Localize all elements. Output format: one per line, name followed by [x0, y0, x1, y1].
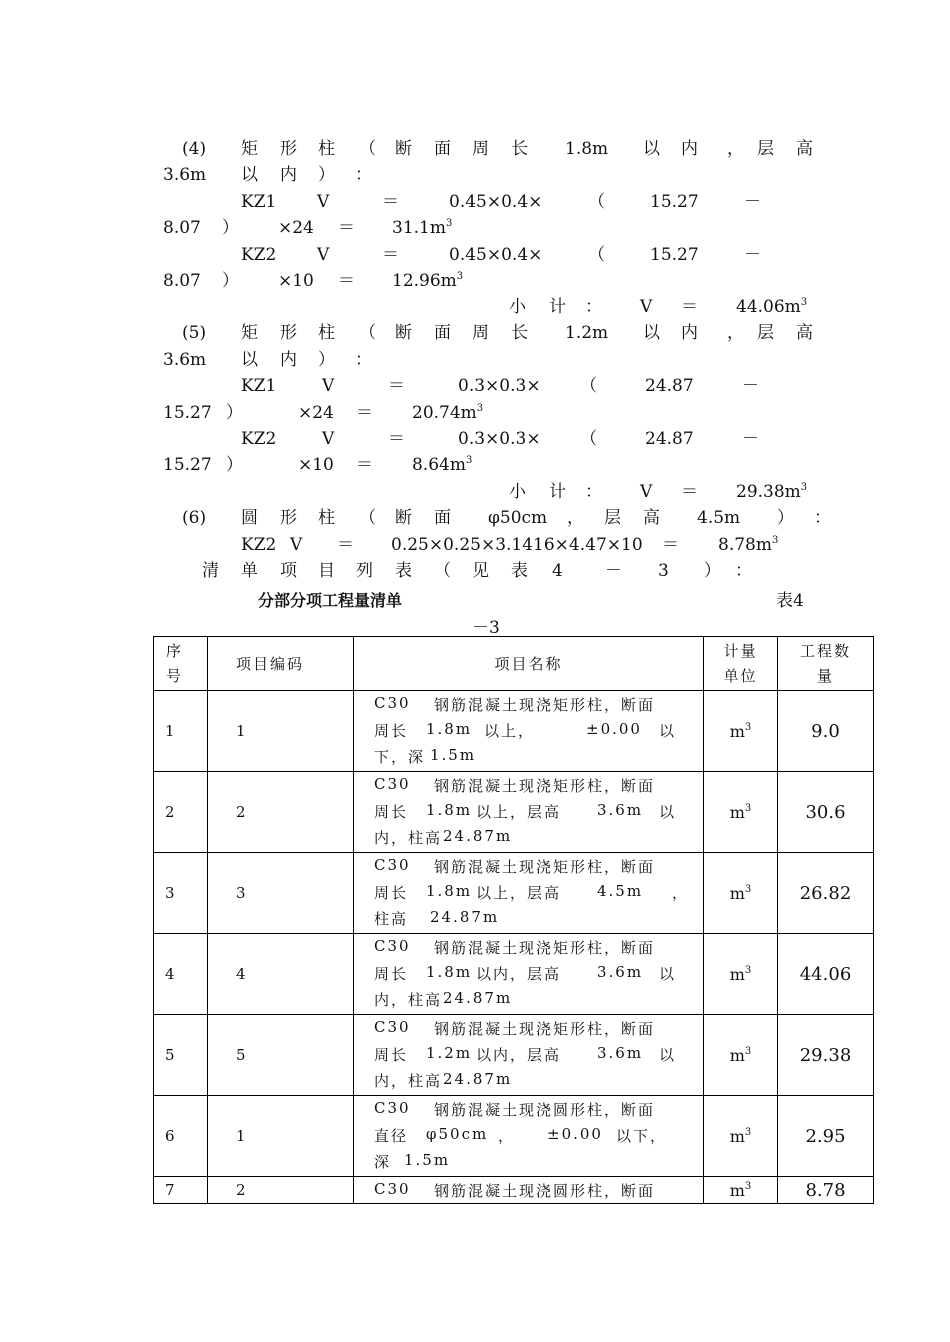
calc-token: 面	[434, 323, 451, 343]
calc-token: 计	[549, 297, 566, 317]
table-header-row	[154, 637, 874, 691]
calc-token: V	[322, 376, 335, 396]
calc-token: 形	[280, 323, 297, 343]
calc-token: ：	[585, 482, 602, 502]
calc-token: 以	[643, 323, 660, 343]
table-row	[154, 772, 874, 853]
row-unit	[704, 853, 778, 934]
row-unit	[704, 1096, 778, 1177]
calc-token: 圆	[241, 508, 258, 528]
row-unit	[704, 1015, 778, 1096]
calc-token: $44.06m^3$	[736, 297, 808, 317]
calc-token: 15.27	[650, 192, 699, 212]
calc-token: ×24	[278, 218, 314, 238]
calc-token: 高	[796, 139, 813, 159]
calc-token: 内	[280, 350, 297, 370]
name-token: ±0.00	[586, 720, 642, 738]
calc-token: $8.78m^3$	[718, 535, 779, 555]
calc-token: （	[580, 429, 597, 449]
calc-token: ＝	[382, 192, 399, 212]
calc-token: 层	[757, 139, 774, 159]
calc-token: ，	[727, 323, 744, 343]
calc-token: 3.6m	[163, 165, 207, 185]
calc-token: －	[744, 192, 761, 212]
calc-token: ＝	[338, 218, 355, 238]
calc-token: ：	[355, 165, 372, 185]
calc-token: 0.3×0.3×	[458, 376, 541, 396]
calc-token: ）	[318, 350, 335, 370]
name-token: 以上，层高	[476, 803, 562, 821]
name-token: 钢筋混凝土现浇矩形柱，断面	[434, 858, 656, 876]
calc-token: 项	[280, 561, 297, 581]
calc-token: 面	[434, 508, 451, 528]
calc-token: 0.3×0.3×	[458, 429, 541, 449]
calc-token: 4	[552, 561, 563, 581]
row-code: 1	[208, 691, 354, 772]
name-token: 1.8m	[426, 801, 473, 819]
row-code: 3	[208, 853, 354, 934]
name-token: 1.8m	[426, 882, 473, 900]
name-token: ，	[498, 1127, 516, 1145]
table-row	[154, 853, 874, 934]
row-name	[354, 691, 704, 772]
row-qty: 26.82	[778, 853, 874, 934]
calc-token: ）	[222, 218, 239, 238]
calc-token: KZ1	[241, 376, 277, 396]
calc-token: ：	[735, 561, 752, 581]
calc-token: (5)	[182, 323, 207, 343]
row-unit	[704, 934, 778, 1015]
name-token: ，	[672, 884, 690, 902]
calc-token: 矩	[241, 323, 258, 343]
calc-token: $8.64m^3$	[412, 455, 473, 475]
name-token: 以内，层高	[476, 1046, 562, 1064]
header-unit: 计量 单位	[704, 637, 778, 691]
name-token: 以	[659, 965, 677, 983]
calc-token: （	[588, 192, 605, 212]
name-token: 周长	[374, 1046, 409, 1064]
calc-token: ）	[318, 165, 335, 185]
calc-token: 内	[681, 323, 698, 343]
row-qty: 44.06	[778, 934, 874, 1015]
name-token: φ50cm	[426, 1125, 489, 1143]
calc-token: 3	[658, 561, 669, 581]
calc-token: 断	[395, 139, 412, 159]
row-unit	[704, 1177, 778, 1204]
name-token: C30	[374, 694, 411, 712]
row-no: 3	[154, 853, 208, 934]
unit-text: $m^3$	[729, 721, 752, 741]
calc-token: 表	[395, 561, 412, 581]
name-token: C30	[374, 856, 411, 874]
table-row	[154, 1015, 874, 1096]
table-title: 分部分项工程量清单	[258, 591, 403, 610]
name-token: 以内，层高	[476, 965, 562, 983]
name-token: 以上，	[484, 722, 536, 740]
row-code: 5	[208, 1015, 354, 1096]
calc-token: 15.27	[650, 245, 699, 265]
calc-token: ：	[355, 350, 372, 370]
calc-token: 柱	[318, 323, 335, 343]
calc-token: ）	[226, 455, 243, 475]
calc-token: ×24	[298, 403, 334, 423]
name-token: 4.5m	[597, 882, 644, 900]
row-name	[354, 853, 704, 934]
calc-token: 长	[511, 139, 528, 159]
unit-text: $m^3$	[729, 1126, 752, 1146]
calc-token: φ50cm	[488, 508, 548, 528]
name-token: 1.5m	[404, 1151, 451, 1169]
name-token: 内，柱高	[374, 1072, 443, 1090]
calc-token: 高	[796, 323, 813, 343]
table-row	[154, 934, 874, 1015]
calc-token: ：	[585, 297, 602, 317]
row-code: 2	[208, 772, 354, 853]
name-token: 1.2m	[426, 1044, 473, 1062]
name-token: C30	[374, 775, 411, 793]
table-number-cont: －3	[472, 618, 500, 638]
calc-token: ＝	[356, 455, 373, 475]
name-token: 钢筋混凝土现浇矩形柱，断面	[434, 1020, 656, 1038]
calc-token: 15.27	[163, 403, 212, 423]
calc-token: 以	[241, 165, 258, 185]
name-token: 钢筋混凝土现浇矩形柱，断面	[434, 939, 656, 957]
calc-token: ×10	[278, 271, 314, 291]
calc-token: 以	[241, 350, 258, 370]
calc-token: （	[359, 323, 376, 343]
calc-token: ）	[222, 271, 239, 291]
calc-token: 层	[604, 508, 621, 528]
calc-token: V	[322, 429, 335, 449]
calc-token: ＝	[338, 271, 355, 291]
calc-token: ＝	[681, 297, 698, 317]
name-token: 周长	[374, 884, 409, 902]
calc-token: 断	[395, 508, 412, 528]
unit-text: $m^3$	[729, 964, 752, 984]
name-token: 24.87m	[443, 1070, 513, 1088]
calc-token: －	[605, 561, 622, 581]
name-token: C30	[374, 1180, 411, 1198]
name-token: 3.6m	[597, 963, 644, 981]
calc-token: 1.8m	[565, 139, 609, 159]
calc-token: KZ1	[241, 192, 277, 212]
calc-token: ）	[226, 403, 243, 423]
calc-token: 见	[472, 561, 489, 581]
calc-token: ＝	[662, 535, 679, 555]
row-code: 1	[208, 1096, 354, 1177]
calc-token: 单	[241, 561, 258, 581]
name-token: 3.6m	[597, 801, 644, 819]
calc-token: (4)	[182, 139, 207, 159]
row-name	[354, 934, 704, 1015]
calc-token: 24.87	[645, 429, 694, 449]
name-token: 直径	[374, 1127, 409, 1145]
calc-token: ：	[814, 508, 831, 528]
name-token: C30	[374, 1018, 411, 1036]
calc-token: （	[434, 561, 451, 581]
calc-token: ＝	[382, 245, 399, 265]
calc-token: 计	[549, 482, 566, 502]
name-token: 钢筋混凝土现浇矩形柱，断面	[434, 777, 656, 795]
calc-token: ＝	[356, 403, 373, 423]
calc-token: 1.2m	[565, 323, 609, 343]
name-token: 1.8m	[426, 720, 473, 738]
name-token: 内，柱高	[374, 829, 443, 847]
row-no: 4	[154, 934, 208, 1015]
calc-token: 周	[472, 139, 489, 159]
row-code: 2	[208, 1177, 354, 1204]
name-token: 内，柱高	[374, 991, 443, 1009]
name-token: 周长	[374, 803, 409, 821]
header-qty: 工程数 量	[778, 637, 874, 691]
calc-token: －	[744, 245, 761, 265]
row-code: 4	[208, 934, 354, 1015]
calc-token: －	[742, 376, 759, 396]
table-row	[154, 1177, 874, 1204]
calc-token: 清	[202, 561, 219, 581]
header-code: 项目编码	[208, 637, 354, 691]
calc-token: ）	[704, 561, 721, 581]
name-token: 周长	[374, 722, 409, 740]
calc-token: 24.87	[645, 376, 694, 396]
unit-text: $m^3$	[729, 1045, 752, 1065]
calc-token: 列	[356, 561, 373, 581]
calc-token: 柱	[318, 508, 335, 528]
calc-token: KZ2	[241, 245, 277, 265]
calc-token: 表	[511, 561, 528, 581]
calc-token: 小	[509, 297, 526, 317]
table-row	[154, 1096, 874, 1177]
calc-token: 形	[280, 139, 297, 159]
calc-token: （	[580, 376, 597, 396]
calc-token: V	[640, 482, 653, 502]
calc-token: 形	[280, 508, 297, 528]
table-row	[154, 691, 874, 772]
calc-token: V	[317, 245, 330, 265]
name-token: 钢筋混凝土现浇矩形柱，断面	[434, 696, 656, 714]
calc-token: (6)	[182, 508, 207, 528]
name-token: 以下，	[616, 1127, 668, 1145]
calc-token: 柱	[318, 139, 335, 159]
calc-token: 矩	[241, 139, 258, 159]
row-unit	[704, 691, 778, 772]
calc-token: －	[742, 429, 759, 449]
calc-token: 3.6m	[163, 350, 207, 370]
calc-token: V	[640, 297, 653, 317]
calc-token: ，	[567, 508, 584, 528]
name-token: 以	[659, 803, 677, 821]
row-qty: 8.78	[778, 1177, 874, 1204]
row-qty: 2.95	[778, 1096, 874, 1177]
calc-token: 4.5m	[697, 508, 741, 528]
row-qty: 30.6	[778, 772, 874, 853]
calc-token: $12.96m^3$	[392, 271, 464, 291]
calc-token: ×10	[298, 455, 334, 475]
calc-token: 高	[643, 508, 660, 528]
calc-token: （	[359, 508, 376, 528]
calc-token: ＝	[388, 376, 405, 396]
calc-token: $20.74m^3$	[412, 403, 484, 423]
calc-token: （	[359, 139, 376, 159]
calc-token: ＝	[681, 482, 698, 502]
row-name	[354, 1177, 704, 1204]
row-no: 1	[154, 691, 208, 772]
calc-token: $29.38m^3$	[736, 482, 808, 502]
name-token: ±0.00	[547, 1125, 603, 1143]
calc-token: ）	[777, 508, 794, 528]
calc-token: KZ2	[241, 429, 277, 449]
calc-token: 断	[395, 323, 412, 343]
calc-token: 15.27	[163, 455, 212, 475]
unit-text: $m^3$	[729, 1180, 752, 1200]
row-no: 2	[154, 772, 208, 853]
calc-token: ＝	[337, 535, 354, 555]
row-name	[354, 1096, 704, 1177]
name-token: 24.87m	[430, 908, 500, 926]
name-token: 以上，层高	[476, 884, 562, 902]
unit-text: $m^3$	[729, 883, 752, 903]
name-token: 柱高	[374, 910, 409, 928]
row-no: 5	[154, 1015, 208, 1096]
name-token: 钢筋混凝土现浇圆形柱，断面	[434, 1182, 656, 1200]
calc-token: 0.45×0.4×	[449, 245, 543, 265]
row-unit	[704, 772, 778, 853]
calc-token: V	[290, 535, 303, 555]
calc-token: $31.1m^3$	[392, 218, 453, 238]
name-token: 钢筋混凝土现浇圆形柱，断面	[434, 1101, 656, 1119]
calc-token: 目	[318, 561, 335, 581]
name-token: 24.87m	[443, 989, 513, 1007]
name-token: 1.5m	[430, 746, 477, 764]
row-qty: 9.0	[778, 691, 874, 772]
name-token: 下，深	[374, 748, 426, 766]
calc-token: 内	[681, 139, 698, 159]
row-name	[354, 1015, 704, 1096]
name-token: 24.87m	[443, 827, 513, 845]
calc-token: 面	[434, 139, 451, 159]
calc-token: 长	[511, 323, 528, 343]
header-no: 序 号	[154, 637, 208, 691]
calc-token: KZ2	[241, 535, 277, 555]
unit-text: $m^3$	[729, 802, 752, 822]
name-token: C30	[374, 937, 411, 955]
name-token: 1.8m	[426, 963, 473, 981]
header-name: 项目名称	[354, 637, 704, 691]
name-token: 周长	[374, 965, 409, 983]
name-token: 以	[659, 1046, 677, 1064]
row-qty: 29.38	[778, 1015, 874, 1096]
calc-token: 层	[757, 323, 774, 343]
calc-token: 内	[280, 165, 297, 185]
name-token: 以	[659, 722, 677, 740]
calc-token: 8.07	[163, 218, 201, 238]
calc-token: ＝	[388, 429, 405, 449]
row-no: 6	[154, 1096, 208, 1177]
calc-token: 0.25×0.25×3.1416×4.47×10	[391, 535, 643, 555]
calc-token: 周	[472, 323, 489, 343]
calc-token: （	[588, 245, 605, 265]
calc-token: V	[317, 192, 330, 212]
calc-token: ，	[727, 139, 744, 159]
name-token: 深	[374, 1153, 392, 1171]
quantity-table	[153, 636, 874, 1204]
name-token: C30	[374, 1099, 411, 1117]
calc-token: 以	[643, 139, 660, 159]
row-no: 7	[154, 1177, 208, 1204]
calc-token: 小	[509, 482, 526, 502]
calc-token: 8.07	[163, 271, 201, 291]
row-name	[354, 772, 704, 853]
calc-token: 0.45×0.4×	[449, 192, 543, 212]
name-token: 3.6m	[597, 1044, 644, 1062]
table-number: 表4	[776, 591, 804, 611]
